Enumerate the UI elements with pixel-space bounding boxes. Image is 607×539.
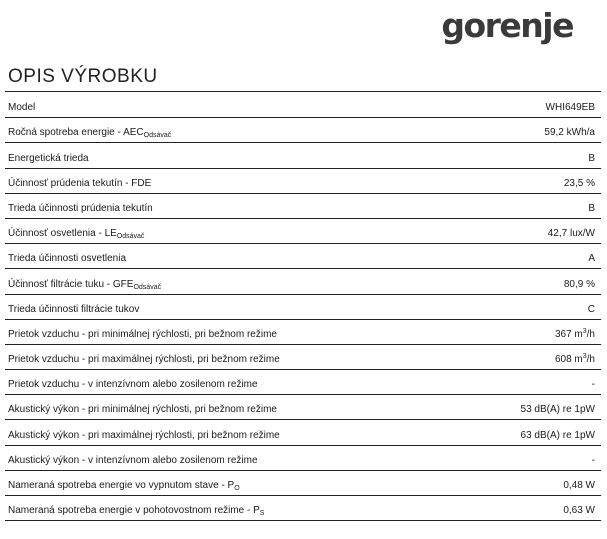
- spec-value-text: 42,7 lux/W: [547, 228, 595, 240]
- spec-value-text: B: [588, 202, 595, 214]
- spec-label-subscript: O: [234, 485, 240, 492]
- spec-label: [8, 430, 280, 441]
- spec-value: [592, 455, 595, 466]
- spec-label-text: Ročná spotreba energie - AEC: [8, 127, 144, 139]
- spec-label: [8, 178, 151, 189]
- spec-label-subscript: Odsávač: [143, 132, 172, 140]
- spec-label: [8, 505, 264, 516]
- spec-label-subscript: S: [259, 510, 265, 518]
- spec-value-text: B: [588, 152, 595, 164]
- spec-value-superscript: 3: [582, 353, 587, 361]
- spec-row: [5, 93, 601, 118]
- spec-label-text: Energetická trieda: [8, 152, 89, 164]
- spec-label-text: Účinnosť osvetlenia - LE: [8, 228, 117, 240]
- spec-label: [8, 354, 280, 365]
- spec-label-text: Model: [8, 102, 36, 114]
- spec-label: [8, 228, 144, 239]
- spec-value: [588, 203, 595, 214]
- spec-label-text: Nameraná spotreba energie v pohotovostnom režime - P: [8, 505, 260, 517]
- spec-label-text: Akustický výkon - v intenzívnom alebo zosilenom režime: [8, 454, 258, 466]
- spec-value-text: 0,63 W: [563, 505, 595, 517]
- spec-value: [563, 480, 595, 491]
- spec-label-text: Prietok vzduchu - pri minimálnej rýchlosti, pri bežnom režime: [8, 328, 277, 340]
- spec-value-text: 608 m: [554, 354, 583, 366]
- spec-label: [8, 304, 139, 315]
- spec-value-text: 0,48 W: [563, 480, 595, 491]
- spec-value-text: 63 dB(A) re 1pW: [520, 429, 595, 441]
- page-title: OPIS VÝROBKU: [8, 66, 158, 87]
- spec-label-text: Trieda účinnosti filtrácie tukov: [8, 303, 140, 315]
- spec-row: [5, 345, 601, 370]
- spec-label-text: Trieda účinnosti prúdenia tekutín: [8, 202, 153, 214]
- spec-label-text: Účinnosť filtrácie tuku - GFE: [8, 278, 134, 290]
- spec-value-text: 23,5 %: [563, 177, 595, 189]
- spec-value: [544, 127, 595, 138]
- spec-label: [8, 127, 171, 138]
- spec-row: [5, 395, 601, 420]
- product-spec-table: [5, 93, 601, 521]
- spec-label: [8, 253, 126, 264]
- spec-row: [5, 496, 601, 521]
- spec-label: [8, 480, 240, 491]
- spec-label: [8, 455, 258, 466]
- spec-row: [5, 118, 601, 143]
- gorenje-logo: gorenje: [441, 6, 573, 45]
- spec-row: [5, 471, 601, 496]
- spec-label-text: Prietok vzduchu - v intenzívnom alebo zosilenom režime: [8, 379, 258, 391]
- spec-value: [564, 279, 595, 290]
- spec-value: [588, 304, 595, 315]
- spec-label-text: Trieda účinnosti osvetlenia: [8, 253, 127, 265]
- spec-value-text: 53 dB(A) re 1pW: [520, 404, 595, 416]
- spec-value: [588, 153, 595, 164]
- spec-label-text: Akustický výkon - pri minimálnej rýchlosti, pri bežnom režime: [8, 404, 277, 416]
- spec-label: [8, 153, 89, 164]
- spec-row: [5, 320, 601, 345]
- spec-value: [546, 102, 595, 113]
- spec-row: [5, 219, 601, 244]
- spec-row: [5, 194, 601, 219]
- spec-value: [588, 253, 595, 264]
- spec-row: [5, 295, 601, 320]
- spec-label: [8, 102, 35, 113]
- spec-label: [8, 279, 161, 290]
- title-divider: [5, 91, 601, 92]
- spec-value-text: 367 m: [554, 328, 583, 340]
- spec-row: [5, 143, 601, 168]
- spec-label-text: Účinnosť prúdenia tekutín - FDE: [8, 177, 152, 189]
- spec-value: [555, 329, 595, 340]
- spec-value-superscript: 3: [582, 327, 587, 335]
- spec-value: [521, 430, 595, 441]
- spec-value-text: 80,9 %: [563, 278, 595, 290]
- spec-row: [5, 420, 601, 445]
- spec-label-subscript: Odsávač: [133, 283, 162, 291]
- spec-value-text: -: [591, 379, 595, 391]
- spec-value: [563, 505, 595, 516]
- spec-value-text: WHI649EB: [545, 102, 595, 114]
- spec-label: [8, 379, 258, 390]
- spec-label-text: Nameraná spotreba energie vo vypnutom stave - P: [8, 480, 235, 491]
- spec-value: [521, 404, 595, 415]
- spec-label: [8, 404, 277, 415]
- spec-value-text: 59,2 kWh/a: [544, 127, 595, 139]
- spec-value: [592, 379, 595, 390]
- spec-row: [5, 169, 601, 194]
- spec-value-text: -: [591, 454, 595, 466]
- spec-value-text: A: [588, 253, 595, 265]
- spec-label: [8, 203, 153, 214]
- spec-label: [8, 329, 277, 340]
- spec-label-subscript: Odsávač: [116, 233, 145, 241]
- spec-value-suffix: /h: [586, 328, 595, 340]
- spec-row: [5, 370, 601, 395]
- spec-value-text: C: [587, 303, 595, 315]
- spec-label-text: Prietok vzduchu - pri maximálnej rýchlosti, pri bežnom režime: [8, 354, 280, 366]
- spec-label-text: Akustický výkon - pri maximálnej rýchlosti, pri bežnom režime: [8, 429, 280, 441]
- spec-row: [5, 244, 601, 269]
- spec-row: [5, 269, 601, 294]
- spec-value: [548, 228, 595, 239]
- spec-value: [555, 354, 595, 365]
- spec-row: [5, 446, 601, 471]
- spec-value-suffix: /h: [586, 354, 595, 366]
- spec-value: [564, 178, 595, 189]
